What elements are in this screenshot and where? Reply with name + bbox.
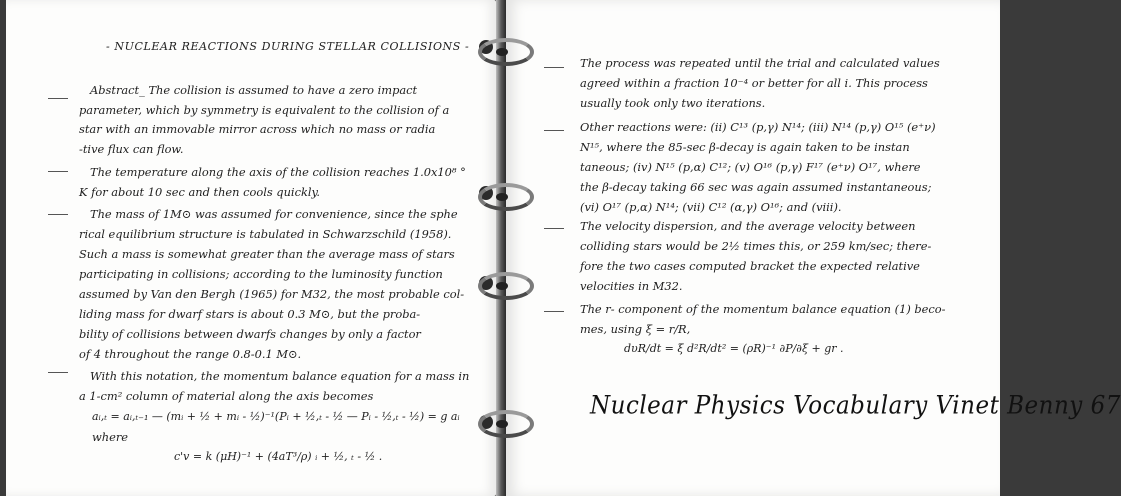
text-line: liding mass for dwarf stars is about 0.3 M⊙, but the proba-	[79, 307, 421, 321]
binder-ring	[478, 38, 534, 66]
text-line: velocities in M32.	[580, 279, 683, 293]
text-line: bility of collisions between dwarfs changes by only a factor	[79, 327, 421, 341]
text-line: parameter, which by symmetry is equivalent to the collision of a	[79, 103, 450, 117]
text-line: The mass of 1M⊙ was assumed for convenience, since the sphe	[90, 207, 458, 221]
text-line: (vi) O¹⁷ (p,α) N¹⁴; (vii) C¹² (α,γ) O¹⁶; and (viii).	[580, 200, 842, 214]
text-line: The r- component of the momentum balance equation (1) beco-	[580, 302, 946, 316]
handwritten-signature: Nuclear Physics Vocabulary Vinet Benny 67	[590, 391, 1121, 421]
text-line: Abstract_ The collision is assumed to have a zero impact	[90, 83, 418, 97]
text-line: assumed by Van den Bergh (1965) for M32, the most probable col-	[79, 287, 465, 301]
text-line: The velocity dispersion, and the average velocity between	[580, 219, 916, 233]
binder-ring	[478, 272, 534, 300]
equation: dυR/dt = ξ d²R/dt² = (ρR)⁻¹ ∂P/∂ξ + gr .	[624, 342, 844, 355]
text-line: Other reactions were: (ii) C¹³ (p,γ) N¹⁴; (iii) N¹⁴ (p,γ) O¹⁵ (e⁺ν)	[580, 120, 936, 134]
right-page	[506, 0, 1000, 496]
binder-ring	[478, 183, 534, 211]
text-line: of 4 throughout the range 0.8-0.1 M⊙.	[79, 347, 302, 361]
margin-dash	[48, 171, 68, 172]
text-line: -tive flux can flow.	[79, 142, 184, 156]
text-line: With this notation, the momentum balance equation for a mass in	[90, 369, 470, 383]
text-line: N¹⁵, where the 85-sec β-decay is again taken to be instan	[580, 140, 910, 154]
margin-dash	[544, 228, 564, 229]
text-line: K for about 10 sec and then cools quickly.	[79, 185, 321, 199]
page-title: - NUCLEAR REACTIONS DURING STELLAR COLLISIONS -	[106, 40, 470, 53]
text-line: participating in collisions; according to the luminosity function	[79, 267, 443, 281]
equation: aᵢ,ₜ = aᵢ,ₜ₋₁ — (mᵢ + ½ + mᵢ - ½)⁻¹(Pᵢ + ½,ₜ - ½ — Pᵢ - ½,ₜ - ½) = g aᵢ	[92, 410, 460, 423]
binder-ring	[478, 410, 534, 438]
margin-dash	[48, 98, 68, 99]
equation: c'v = k (μH)⁻¹ + (4aT³/ρ) ᵢ + ½, ₜ - ½ .	[174, 450, 383, 463]
text-line: a 1-cm² column of material along the axis becomes	[79, 389, 374, 403]
text-line: usually took only two iterations.	[580, 96, 766, 110]
margin-dash	[544, 67, 564, 68]
text-line: The process was repeated until the trial and calculated values	[580, 56, 940, 70]
left-page	[6, 0, 496, 496]
margin-dash	[48, 372, 68, 373]
margin-dash	[544, 311, 564, 312]
text-line: mes, using ξ = r/R,	[580, 322, 691, 336]
text-line: fore the two cases computed bracket the expected relative	[580, 259, 920, 273]
text-line: where	[92, 430, 129, 444]
text-line: colliding stars would be 2½ times this, or 259 km/sec; there-	[580, 239, 932, 253]
text-line: rical equilibrium structure is tabulated in Schwarzschild (1958).	[79, 227, 452, 241]
margin-dash	[48, 214, 68, 215]
text-line: agreed within a fraction 10⁻⁴ or better for all i. This process	[580, 76, 928, 90]
text-line: star with an immovable mirror across which no mass or radia	[79, 122, 436, 136]
text-line: The temperature along the axis of the collision reaches 1.0x10⁸ °	[90, 165, 466, 179]
margin-dash	[544, 130, 564, 131]
text-line: taneous; (iv) N¹⁵ (p,α) C¹²; (v) O¹⁶ (p,γ) F¹⁷ (e⁺ν) O¹⁷, where	[580, 160, 921, 174]
text-line: the β-decay taking 66 sec was again assumed instantaneous;	[580, 180, 932, 194]
text-line: Such a mass is somewhat greater than the average mass of stars	[79, 247, 455, 261]
